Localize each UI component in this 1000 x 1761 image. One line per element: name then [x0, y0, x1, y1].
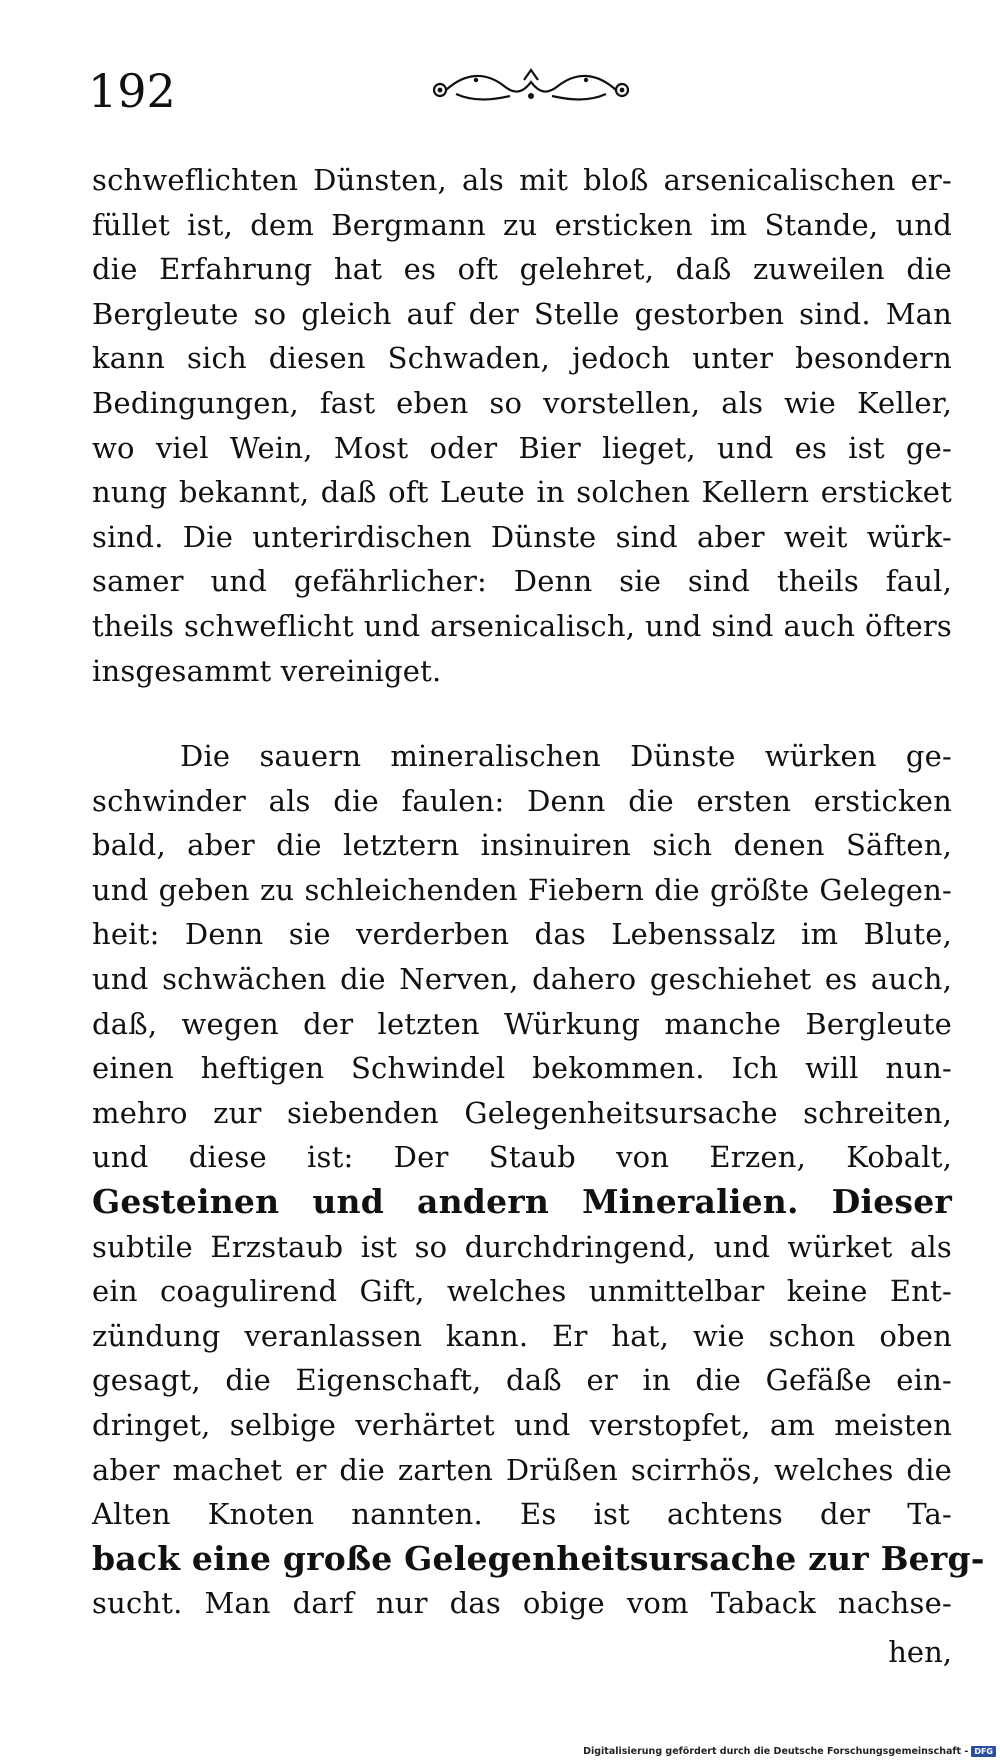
text-line: nung bekannt, daß oft Leute in solchen Kellern ersticket	[92, 475, 952, 510]
text-line: kann sich diesen Schwaden, jedoch unter besondern	[92, 341, 952, 376]
text-line: schwinder als die faulen: Denn die ersten ersticken	[92, 783, 952, 818]
text-line: schweflichten Dünsten, als mit bloß arsenicalischen er-	[92, 163, 952, 197]
text-line: Alten Knoten nannten. Es ist achtens der Ta-	[92, 1497, 952, 1532]
digitization-footer	[583, 1746, 996, 1757]
text-line: aber machet er die zarten Drüßen scirrhös, welches die	[92, 1452, 952, 1487]
text-line: heit: Denn sie verderben das Lebenssalz im Blute,	[92, 917, 952, 952]
text-line: mehro zur siebenden Gelegenheitsursache schreiten,	[92, 1095, 952, 1130]
text-line: daß, wegen der letzten Würkung manche Bergleute	[92, 1006, 952, 1041]
text-line: und diese ist: Der Staub von Erzen, Kobalt,	[92, 1140, 952, 1175]
text-line: die Erfahrung hat es oft gelehret, daß zuweilen die	[92, 252, 952, 287]
text-line: sind. Die unterirdischen Dünste sind aber weit würk-	[92, 519, 952, 554]
footer-text: Digitalisierung gefördert durch die Deutsche Forschungsgemeinschaft -	[583, 1746, 969, 1757]
text-line: Bedingungen, fast eben so vorstellen, als wie Keller,	[92, 385, 952, 420]
text-line: und geben zu schleichenden Fiebern die größte Gelegen-	[92, 872, 952, 907]
page-number: 192	[88, 64, 176, 118]
text-line: back eine große Gelegenheitsursache zur Berg-	[92, 1538, 985, 1578]
catchword: hen,	[888, 1635, 952, 1669]
text-line: Gesteinen und andern Mineralien. Dieser	[92, 1181, 952, 1221]
text-line: bald, aber die letztern insinuiren sich denen Säften,	[92, 828, 952, 863]
ornament-vignette-icon	[426, 66, 636, 110]
dfg-logo-icon: DFG	[971, 1746, 996, 1757]
text-line: gesagt, die Eigenschaft, daß er in die Gefäße ein-	[92, 1363, 952, 1398]
text-line: theils schweflicht und arsenicalisch, und sind auch öfters	[92, 608, 952, 643]
paragraph-2	[92, 734, 985, 1626]
text-line: wo viel Wein, Most oder Bier lieget, und es ist ge-	[92, 430, 952, 465]
text-line: zündung veranlassen kann. Er hat, wie schon oben	[92, 1318, 952, 1353]
text-line: einen heftigen Schwindel bekommen. Ich will nun-	[92, 1051, 952, 1086]
text-line: samer und gefährlicher: Denn sie sind theils faul,	[92, 564, 952, 599]
text-line: insgesammt vereiniget.	[92, 653, 442, 688]
text-line: Die sauern mineralischen Dünste würken ge-	[180, 739, 952, 773]
text-line: Bergleute so gleich auf der Stelle gestorben sind. Man	[92, 296, 952, 331]
text-line: dringet, selbige verhärtet und verstopfet, am meisten	[92, 1407, 952, 1442]
text-line: und schwächen die Nerven, dahero geschiehet es auch,	[92, 961, 952, 996]
text-line: sucht. Man darf nur das obige vom Taback nachse-	[92, 1586, 952, 1621]
paragraph-1	[92, 158, 952, 693]
text-line: ein coagulirend Gift, welches unmittelbar keine Ent-	[92, 1274, 952, 1309]
text-line: füllet ist, dem Bergmann zu ersticken im Stande, und	[92, 207, 952, 242]
text-line: subtile Erzstaub ist so durchdringend, und würket als	[92, 1229, 952, 1264]
